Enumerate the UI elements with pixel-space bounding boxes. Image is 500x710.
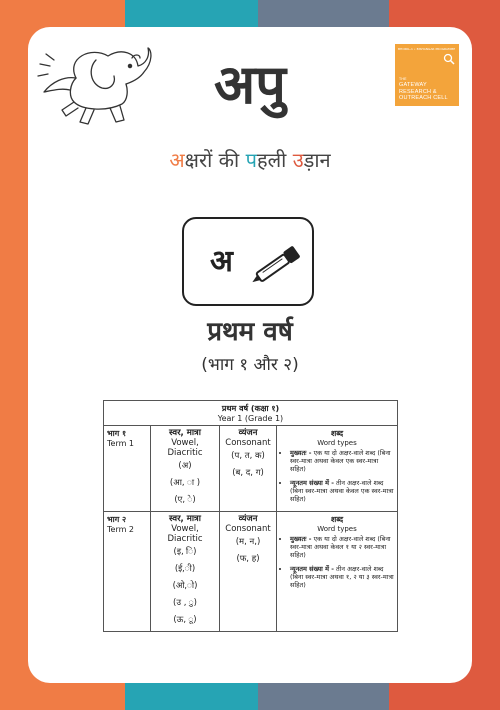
syllabus-table <box>103 400 398 632</box>
term1-vowel-en: Vowel, Diacritic <box>167 438 203 458</box>
term2-cons-1: (म, न,) <box>235 537 261 547</box>
term1-vowel-2: (आ, ा ) <box>169 478 201 488</box>
subtitle-a: अ <box>169 148 185 172</box>
term1-vowels-cell <box>151 426 220 512</box>
logo-line-3: OUTREACH CELL <box>399 95 448 101</box>
parts-label: (भाग १ और २) <box>201 355 299 375</box>
term1-vowel-3: (ए, े) <box>174 495 196 505</box>
table-subtitle: Year 1 (Grade 1) <box>217 414 284 423</box>
list-item <box>290 449 394 473</box>
term1-consonants-cell <box>220 426 277 512</box>
table-title: प्रथम वर्ष (कक्षा १) <box>221 404 280 413</box>
letter-glyph: अ <box>210 244 233 279</box>
term2-vowel-en: Vowel, Diacritic <box>167 524 203 544</box>
term1-word-en: Word types <box>317 439 357 447</box>
subtitle-e: उ <box>292 148 304 172</box>
letter-box <box>182 217 314 306</box>
term1-vowel-1: (अ) <box>178 461 192 471</box>
logo-pre: THE <box>399 77 407 81</box>
term2-vowels-cell <box>151 512 220 632</box>
term2-en: Term 2 <box>107 525 135 534</box>
subtitle-b: क्षरों की <box>184 148 246 172</box>
subtitle-f: ड़ान <box>303 148 331 172</box>
list-item <box>290 535 394 559</box>
term2-vowel-4: (उ , ु) <box>173 598 197 608</box>
book-title: अपु <box>214 53 286 116</box>
term2-vowel-5: (ऊ, ू) <box>173 615 197 625</box>
term2-vowel-2: (ई,ी) <box>174 564 196 574</box>
term1-w2-bold: न्यूनतम संख्या में - <box>290 479 334 487</box>
logo-line-2: RESEARCH & <box>399 88 437 95</box>
table-row-term1 <box>104 426 398 512</box>
subtitle-c: प <box>245 148 257 172</box>
term2-w1: एक या दो अक्षर-वाले शब्द (बिना स्वर-मात्रा अथवा केवल १ या २ स्वर-मात्रा सहित) <box>290 535 391 559</box>
term2-label-cell <box>104 512 151 632</box>
term2-word-head: शब्द <box>330 515 344 524</box>
term1-word-list <box>280 449 394 503</box>
logo-top-text: BHOPAL-1 • BISHANGAR PROGRAMME <box>398 47 456 51</box>
term1-words-cell <box>277 426 398 512</box>
term2-cons-head: व्यंजन <box>238 514 258 524</box>
term2-label: भाग २ <box>107 515 127 524</box>
table-row-term2 <box>104 512 398 632</box>
term1-w2: तीन अक्षर-वाले शब्द (बिना स्वर-मात्रा अथवा केवल एक स्वर-मात्रा सहित) <box>290 479 394 503</box>
term1-w1-bold: मुख्यतः - <box>290 449 312 457</box>
term2-cons-2: (फ, ह) <box>236 554 260 564</box>
term1-cons-2: (ब, द, ग) <box>232 468 264 478</box>
term2-words-cell <box>277 512 398 632</box>
term1-vowel-head: स्वर, मात्रा <box>169 428 201 438</box>
logo-line-1: GATEWAY <box>399 82 427 88</box>
marker-pen-icon <box>250 235 306 291</box>
year-heading: प्रथम वर्ष <box>207 317 293 347</box>
term2-cons-en: Consonant <box>225 524 271 534</box>
table-title-cell <box>104 401 398 426</box>
term2-w1-bold: मुख्यतः - <box>290 535 312 543</box>
term1-word-head: शब्द <box>330 429 344 438</box>
term1-en: Term 1 <box>107 439 135 448</box>
term1-label: भाग १ <box>107 429 127 438</box>
list-item <box>290 479 394 503</box>
term2-vowel-1: (इ, ि) <box>173 547 197 557</box>
term2-word-en: Word types <box>317 525 357 533</box>
term1-cons-head: व्यंजन <box>238 428 258 438</box>
term1-w1: एक या दो अक्षर-वाले शब्द (बिना स्वर-मात्रा अथवा केवल एक स्वर-मात्रा सहित) <box>290 449 391 473</box>
term2-consonants-cell <box>220 512 277 632</box>
term2-vowel-3: (ओ,ो) <box>172 581 198 591</box>
term1-label-cell <box>104 426 151 512</box>
term2-word-list <box>280 535 394 589</box>
list-item <box>290 565 394 589</box>
term1-cons-1: (प, त, क) <box>231 451 265 461</box>
book-subtitle <box>0 146 500 173</box>
term2-vowel-head: स्वर, मात्रा <box>169 514 201 524</box>
term2-w2-bold: न्यूनतम संख्या में - <box>290 565 334 573</box>
term2-w2: तीन अक्षर-वाले शब्द (बिना स्वर-मात्रा अथवा १, २ या ३ स्वर-मात्रा सहित) <box>290 565 394 589</box>
term1-cons-en: Consonant <box>225 438 271 448</box>
subtitle-d: हली <box>256 148 293 172</box>
